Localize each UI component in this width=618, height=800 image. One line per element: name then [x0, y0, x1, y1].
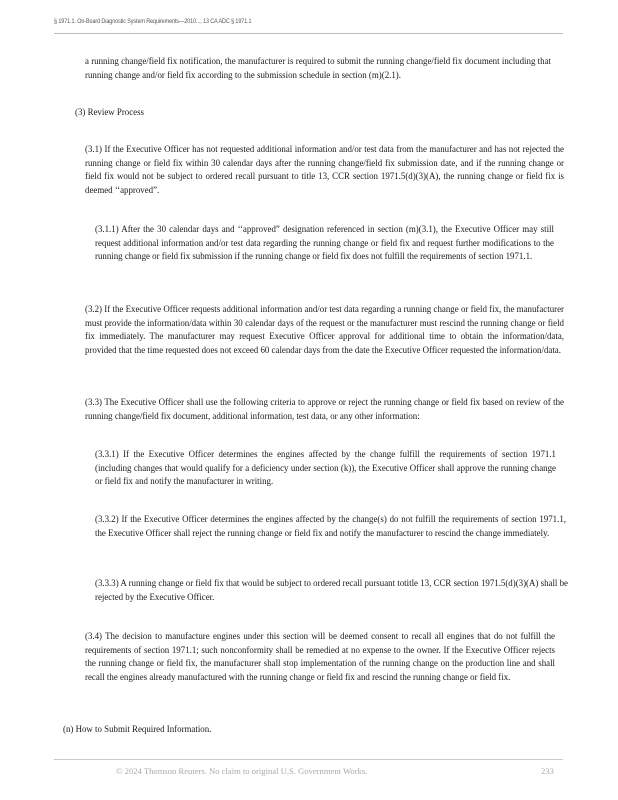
paragraph-continuation: a running change/field fix notification, the manufacturer is required to submit the running change/field fix document including that running change and/or field fix according to the submission schedule in section (m)(2.1).	[85, 56, 551, 80]
section-heading-review-process: (3) Review Process	[75, 107, 145, 117]
paragraph-3-2: (3.2) If the Executive Officer requests additional information and/or test data regarding a running change or field fix, the manufacturer must provide the information/data within 30 calendar days of the request or the manufacturer must rescind the running change or field fix immediately. The manufacturer may request Executive Officer approval for additional time to obtain the information/data, provided that the time requested does not exceed 60 calendar days from the date the Executive Officer requested the information/data.	[85, 304, 564, 356]
header-divider	[54, 33, 563, 34]
paragraph-3-3-1: (3.3.1) If the Executive Officer determines the engines affected by the change fulfill the requirements of section 1971.1 (including changes that would qualify for a deficiency under section (k)), the Executive Officer shall approve the running change or field fix and notify the manufacturer in writing.	[95, 449, 556, 487]
page-number: 233	[541, 766, 554, 776]
paragraph-3-3-2: (3.3.2) If the Executive Officer determines the engines affected by the change(s) do not fulfill the requirements of section 1971.1, the Executive Officer shall reject the running change or field fix and notify the manufacturer to rescind the change immediately.	[95, 514, 566, 538]
paragraph-3-1-1: (3.1.1) After the 30 calendar days and ‘‘approved” designation referenced in section (m)(3.1), the Executive Officer may still request additional information and/or test data regarding the running change or field fix and request further modifications to the running change or field fix submission if the running change or field fix does not fulfill the requirements of section 1971.1.	[95, 224, 554, 262]
paragraph-3-3: (3.3) The Executive Officer shall use the following criteria to approve or reject the running change or field fix based on review of the running change/field fix document, additional information, test data, or any other information:	[85, 397, 564, 421]
paragraph-3-4: (3.4) The decision to manufacture engines under this section will be deemed consent to recall all engines that do not fulfill the requirements of section 1971.1; such nonconformity shall be remedied at no expense to the owner. If the Executive Officer rejects the running change or field fix, the manufacturer shall stop implementation of the running change on the production line and shall recall the engines already manufactured with the running change or field fix and rescind the running change or field fix.	[85, 631, 555, 683]
running-header: § 1971.1. On-Board Diagnostic System Requirements—2010..., 13 CA ADC § 1971.1	[54, 18, 252, 25]
paragraph-3-3-3: (3.3.3) A running change or field fix that would be subject to ordered recall pursuant totitle 13, CCR section 1971.5(d)(3)(A) shall be rejected by the Executive Officer.	[95, 578, 568, 602]
footer-divider	[54, 759, 563, 760]
paragraph-3-1: (3.1) If the Executive Officer has not requested additional information and/or test data from the manufacturer and has not rejected the running change or field fix within 30 calendar days after the running change/field fix submission date, and if the running change or field fix would not be subject to ordered recall pursuant to title 13, CCR section 1971.5(d)(3)(A), the running change or field fix is deemed ‘‘approved”.	[85, 144, 564, 196]
footer-copyright: © 2024 Thomson Reuters. No claim to original U.S. Government Works.	[116, 766, 368, 776]
section-heading-how-to-submit: (n) How to Submit Required Information.	[63, 724, 212, 734]
